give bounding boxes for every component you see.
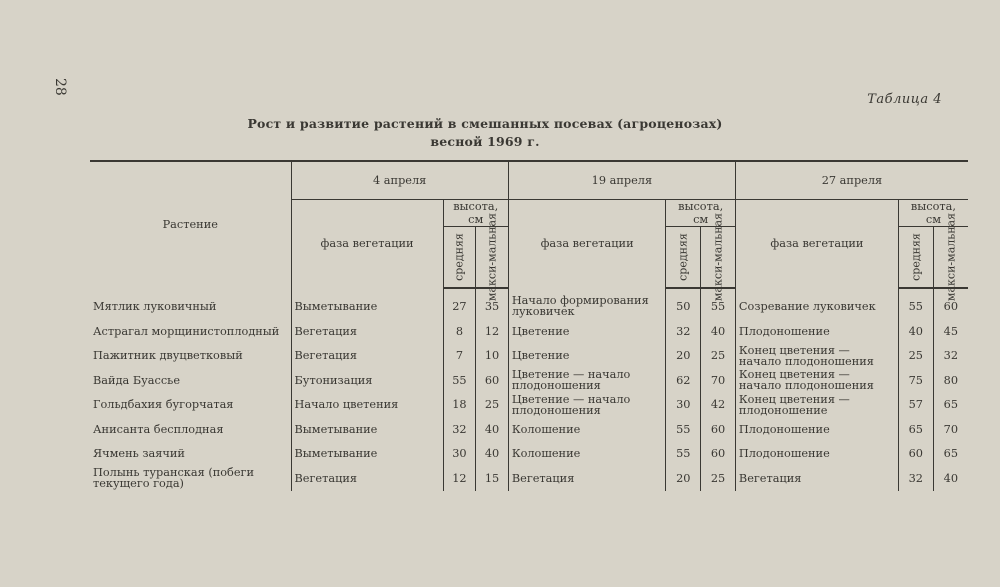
header-date-3: 27 апреля — [735, 161, 968, 199]
max-height: 40 — [476, 417, 509, 442]
plant-name: Пажитник двуцветковый — [93, 349, 243, 363]
plant-name: Ячмень заячий — [93, 447, 185, 461]
header-max-2: макси-мальная — [711, 212, 725, 301]
plant-name: Вайда Буассье — [93, 373, 181, 387]
phase-cell: Цветение — начало плодоношения — [508, 393, 666, 418]
header-plant: Растение — [90, 161, 291, 288]
table-row — [90, 393, 968, 418]
phase-cell: Бутонизация — [291, 368, 443, 393]
header-phase-1: фаза вегетации — [291, 199, 443, 288]
table-row — [90, 368, 968, 393]
phase-cell: Вегетация — [508, 466, 666, 491]
table-row — [90, 288, 968, 320]
avg-height: 65 — [898, 417, 933, 442]
data-table — [90, 160, 968, 491]
phase-cell: Конец цветения — начало плодоношения — [735, 344, 898, 369]
phase-cell: Выметывание — [291, 288, 443, 320]
plant-name: Гольдбахия бугорчатая — [93, 398, 234, 412]
table-row — [90, 466, 968, 491]
table-row — [90, 442, 968, 467]
avg-height: 40 — [898, 319, 933, 344]
avg-height: 75 — [898, 368, 933, 393]
avg-height: 30 — [443, 442, 476, 467]
phase-cell: Колошение — [508, 417, 666, 442]
phase-cell: Вегетация — [291, 466, 443, 491]
max-height: 25 — [476, 393, 509, 418]
header-avg-2: средняя — [676, 232, 690, 281]
max-height: 65 — [933, 442, 968, 467]
max-height: 12 — [476, 319, 509, 344]
avg-height: 20 — [666, 344, 701, 369]
avg-height: 57 — [898, 393, 933, 418]
phase-cell: Выметывание — [291, 442, 443, 467]
max-height: 40 — [933, 466, 968, 491]
max-height: 15 — [476, 466, 509, 491]
max-height: 60 — [476, 368, 509, 393]
max-height: 45 — [933, 319, 968, 344]
phase-cell: Колошение — [508, 442, 666, 467]
header-phase-2: фаза вегетации — [508, 199, 666, 288]
table-row — [90, 344, 968, 369]
plant-name: Мятлик луковичный — [93, 299, 217, 313]
phase-cell: Вегетация — [291, 344, 443, 369]
phase-cell: Конец цветения — плодоношение — [735, 393, 898, 418]
max-height: 70 — [933, 417, 968, 442]
avg-height: 12 — [443, 466, 476, 491]
avg-height: 18 — [443, 393, 476, 418]
header-max-3: макси-мальная — [944, 212, 958, 301]
avg-height: 62 — [666, 368, 701, 393]
avg-height: 32 — [666, 319, 701, 344]
phase-cell: Цветение — [508, 344, 666, 369]
max-height: 55 — [701, 288, 736, 320]
avg-height: 7 — [443, 344, 476, 369]
plant-name: Полынь туранская (побеги текущего года) — [93, 466, 254, 491]
phase-cell: Начало цветения — [291, 393, 443, 418]
table-title — [0, 115, 1000, 151]
max-height: 40 — [476, 442, 509, 467]
phase-cell: Выметывание — [291, 417, 443, 442]
header-avg-3: средняя — [909, 232, 923, 281]
phase-cell: Цветение — начало плодоношения — [508, 368, 666, 393]
table-row — [90, 417, 968, 442]
max-height: 60 — [701, 442, 736, 467]
page-number: 28 — [52, 78, 68, 96]
title-line-2: весной 1969 г. — [430, 134, 540, 149]
avg-height: 60 — [898, 442, 933, 467]
header-avg-1: средняя — [452, 232, 466, 281]
table-label: Таблица 4 — [867, 92, 942, 107]
max-height: 32 — [933, 344, 968, 369]
avg-height: 30 — [666, 393, 701, 418]
avg-height: 32 — [898, 466, 933, 491]
max-height: 60 — [933, 288, 968, 320]
max-height: 40 — [701, 319, 736, 344]
title-line-1: Рост и развитие растений в смешанных посевах (агроценозах) — [247, 116, 723, 131]
avg-height: 55 — [666, 417, 701, 442]
max-height: 10 — [476, 344, 509, 369]
max-height: 65 — [933, 393, 968, 418]
header-height-2: высота, см — [666, 199, 736, 226]
max-height: 25 — [701, 466, 736, 491]
header-height-1: высота, см — [443, 199, 508, 226]
phase-cell: Вегетация — [735, 466, 898, 491]
phase-cell: Вегетация — [291, 319, 443, 344]
avg-height: 8 — [443, 319, 476, 344]
avg-height: 50 — [666, 288, 701, 320]
phase-cell: Плодоношение — [735, 442, 898, 467]
max-height: 42 — [701, 393, 736, 418]
avg-height: 55 — [666, 442, 701, 467]
max-height: 35 — [476, 288, 509, 320]
avg-height: 55 — [898, 288, 933, 320]
plant-name: Астрагал морщинистоплодный — [93, 324, 280, 338]
max-height: 25 — [701, 344, 736, 369]
max-height: 80 — [933, 368, 968, 393]
header-phase-3: фаза вегетации — [735, 199, 898, 288]
phase-cell: Плодоношение — [735, 319, 898, 344]
max-height: 60 — [701, 417, 736, 442]
avg-height: 27 — [443, 288, 476, 320]
phase-cell: Плодоношение — [735, 417, 898, 442]
phase-cell: Созревание луковичек — [735, 288, 898, 320]
avg-height: 20 — [666, 466, 701, 491]
avg-height: 25 — [898, 344, 933, 369]
phase-cell: Начало формирования луковичек — [508, 288, 666, 320]
header-height-3: высота, см — [898, 199, 968, 226]
header-date-1: 4 апреля — [291, 161, 508, 199]
avg-height: 32 — [443, 417, 476, 442]
phase-cell: Конец цветения — начало плодоношения — [735, 368, 898, 393]
header-date-2: 19 апреля — [508, 161, 735, 199]
plant-name: Анисанта бесплодная — [93, 422, 224, 436]
table-body — [90, 288, 968, 491]
header-max-1: макси-мальная — [485, 212, 499, 301]
phase-cell: Цветение — [508, 319, 666, 344]
avg-height: 55 — [443, 368, 476, 393]
table-row — [90, 319, 968, 344]
max-height: 70 — [701, 368, 736, 393]
